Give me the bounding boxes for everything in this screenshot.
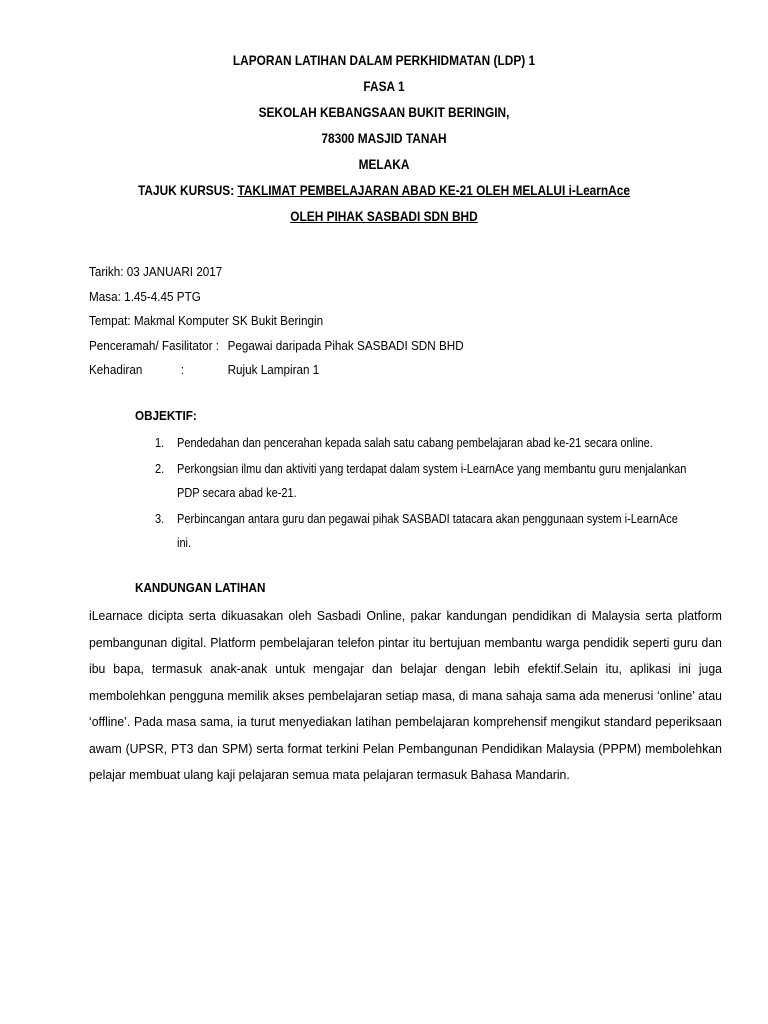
list-item: [155, 457, 692, 505]
attendance-label: Kehadiran: [89, 362, 143, 377]
course-info: [89, 260, 464, 383]
info-date: Tarikh: 03 JANUARI 2017: [89, 264, 223, 279]
school-state: MELAKA: [358, 157, 410, 172]
content-heading: KANDUNGAN LATIHAN: [135, 580, 266, 595]
course-title-line-2: [46, 204, 722, 230]
phase-label: FASA 1: [363, 79, 405, 94]
course-title-2: OLEH PIHAK SASBADI SDN BHD: [290, 209, 478, 224]
list-number: 1.: [155, 436, 165, 450]
attendance-value: Rujuk Lampiran 1: [227, 362, 320, 377]
course-prefix: TAJUK KURSUS:: [138, 183, 238, 198]
course-title-line: [46, 178, 722, 204]
content-paragraph: iLearnace dicipta serta dikuasakan oleh Sasbadi Online, pakar kandungan pendidikan di Malaysia serta platform pembangunan digital. Platform pembelajaran telefon pintar itu bertujuan membantu warga pendidik seperti guru dan ibu bapa, termasuk anak-anak untuk mengajar dan belajar dengan lebih efektif.Selain itu, aplikasi ini juga membolehkan pengguna memilik akses pembelajaran setiap masa, di mana sahaja sama ada menerusi ‘online’ atau ‘offline’. Pada masa sama, ia turut menyediakan latihan pembelajaran komprehensif mengikut standard peperiksaan awam (UPSR, PT3 dan SPM) serta format terkini Pelan Pembangunan Pendidikan Malaysia (PPPM) membolehkan pelajar membuat ulang kaji pelajaran semua mata pelajaran termasuk Bahasa Mandarin.: [89, 608, 722, 782]
info-venue: Tempat: Makmal Komputer SK Bukit Beringin: [89, 313, 324, 328]
list-number: 3.: [155, 512, 165, 526]
list-item: [155, 507, 692, 555]
objectives-list: [155, 431, 692, 557]
school-name: SEKOLAH KEBANGSAAN BUKIT BERINGIN,: [258, 105, 510, 120]
report-header: [46, 48, 722, 230]
speaker-label: Penceramah/ Fasilitator :: [89, 337, 220, 353]
report-title: LAPORAN LATIHAN DALAM PERKHIDMATAN (LDP) 1: [232, 53, 536, 68]
course-title: TAKLIMAT PEMBELAJARAN ABAD KE-21 OLEH MELALUI i-LearnAce: [237, 183, 630, 198]
list-number: 2.: [155, 462, 165, 476]
info-time: Masa: 1.45-4.45 PTG: [89, 288, 201, 304]
info-attendance: [89, 358, 323, 383]
list-text: Pendedahan dan pencerahan kepada salah satu cabang pembelajaran abad ke-21 secara online.: [177, 436, 653, 450]
school-postcode: 78300 MASJID TANAH: [321, 131, 447, 146]
objectives-heading: OBJEKTIF:: [135, 408, 197, 423]
attendance-colon: :: [180, 362, 185, 377]
list-item: [155, 431, 692, 455]
list-text: Perbincangan antara guru dan pegawai pihak SASBADI tatacara akan penggunaan system i-LearnAce ini.: [177, 512, 678, 550]
info-speaker: [89, 334, 464, 359]
speaker-value: Pegawai daripada Pihak SASBADI SDN BHD: [227, 337, 464, 353]
list-text: Perkongsian ilmu dan aktiviti yang terdapat dalam system i-LearnAce yang membantu guru menjalankan PDP secara abad ke-21.: [177, 462, 687, 500]
